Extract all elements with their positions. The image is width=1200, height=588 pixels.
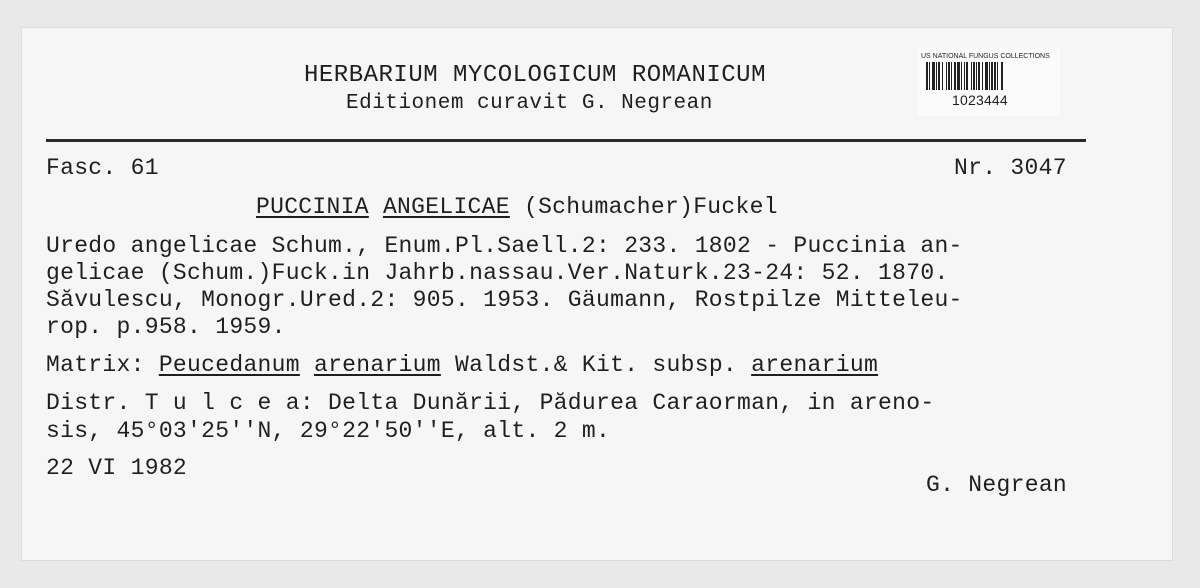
barcode-bar: [929, 62, 930, 90]
taxon-name: [256, 194, 778, 220]
barcode-bar: [991, 62, 993, 90]
barcode-bar: [964, 62, 965, 90]
host-genus: Peucedanum: [158, 352, 300, 378]
barcode-bar: [985, 62, 988, 90]
barcode-bar: [926, 62, 928, 90]
host-species: arenarium: [313, 352, 441, 378]
barcode-bar: [936, 62, 937, 90]
barcode-bar: [976, 62, 977, 90]
distribution-line: sis, 45°03'25''N, 29°22'50''E, alt. 2 m.: [46, 418, 611, 444]
barcode-bar: [989, 62, 990, 90]
editor-line: Editionem curavit G. Negrean: [346, 92, 713, 115]
barcode-bar: [954, 62, 956, 90]
distribution-line: Distr. T u l c e a: Delta Dunării, Pădurea Caraorman, in areno-: [46, 390, 935, 416]
barcode-number: 1023444: [952, 92, 1008, 108]
barcode-bar: [942, 62, 943, 90]
host-subspecies: arenarium: [751, 352, 879, 378]
barcode-bar: [994, 62, 996, 90]
synonymy-line: Uredo angelicae Schum., Enum.Pl.Saell.2: 233. 1802 - Puccinia an-: [46, 233, 963, 259]
taxon-genus: PUCCINIA: [256, 194, 369, 220]
barcode-bar: [957, 62, 960, 90]
fascicle-number: Fasc. 61: [46, 155, 159, 181]
barcode-bar: [948, 62, 950, 90]
header-divider: [46, 139, 1086, 142]
taxon-authority: (Schumacher)Fuckel: [509, 194, 778, 220]
barcode-bar: [938, 62, 940, 90]
barcode-icon: [924, 62, 1056, 90]
matrix-prefix: Matrix:: [46, 352, 159, 378]
barcode-bar: [982, 62, 983, 90]
barcode-bar: [961, 62, 962, 90]
matrix-line: [46, 352, 878, 378]
barcode-bar: [1001, 62, 1003, 90]
barcode-bar: [946, 62, 947, 90]
barcode-bar: [932, 62, 935, 90]
herbarium-title: HERBARIUM MYCOLOGICUM ROMANICUM: [304, 62, 766, 89]
collection-date: 22 VI 1982: [46, 455, 188, 481]
barcode-bar: [951, 62, 952, 90]
barcode-bar: [966, 62, 968, 90]
synonymy-line: Săvulescu, Monogr.Ured.2: 905. 1953. Gäumann, Rostpilze Mitteleu-: [46, 287, 963, 313]
synonymy-line: gelicae (Schum.)Fuck.in Jahrb.nassau.Ver.Naturk.23-24: 52. 1870.: [46, 260, 949, 286]
host-authority: Waldst.& Kit. subsp.: [440, 352, 752, 378]
barcode-bar: [973, 62, 975, 90]
synonymy-line: rop. p.958. 1959.: [46, 314, 286, 340]
taxon-species: ANGELICAE: [382, 194, 510, 220]
collector-name: G. Negrean: [926, 472, 1068, 498]
barcode-bar: [997, 62, 998, 90]
barcode-bar: [971, 62, 972, 90]
exsiccata-number: Nr. 3047: [954, 155, 1067, 181]
barcode-caption: US NATIONAL FUNGUS COLLECTIONS: [921, 53, 1050, 60]
barcode-bar: [978, 62, 980, 90]
